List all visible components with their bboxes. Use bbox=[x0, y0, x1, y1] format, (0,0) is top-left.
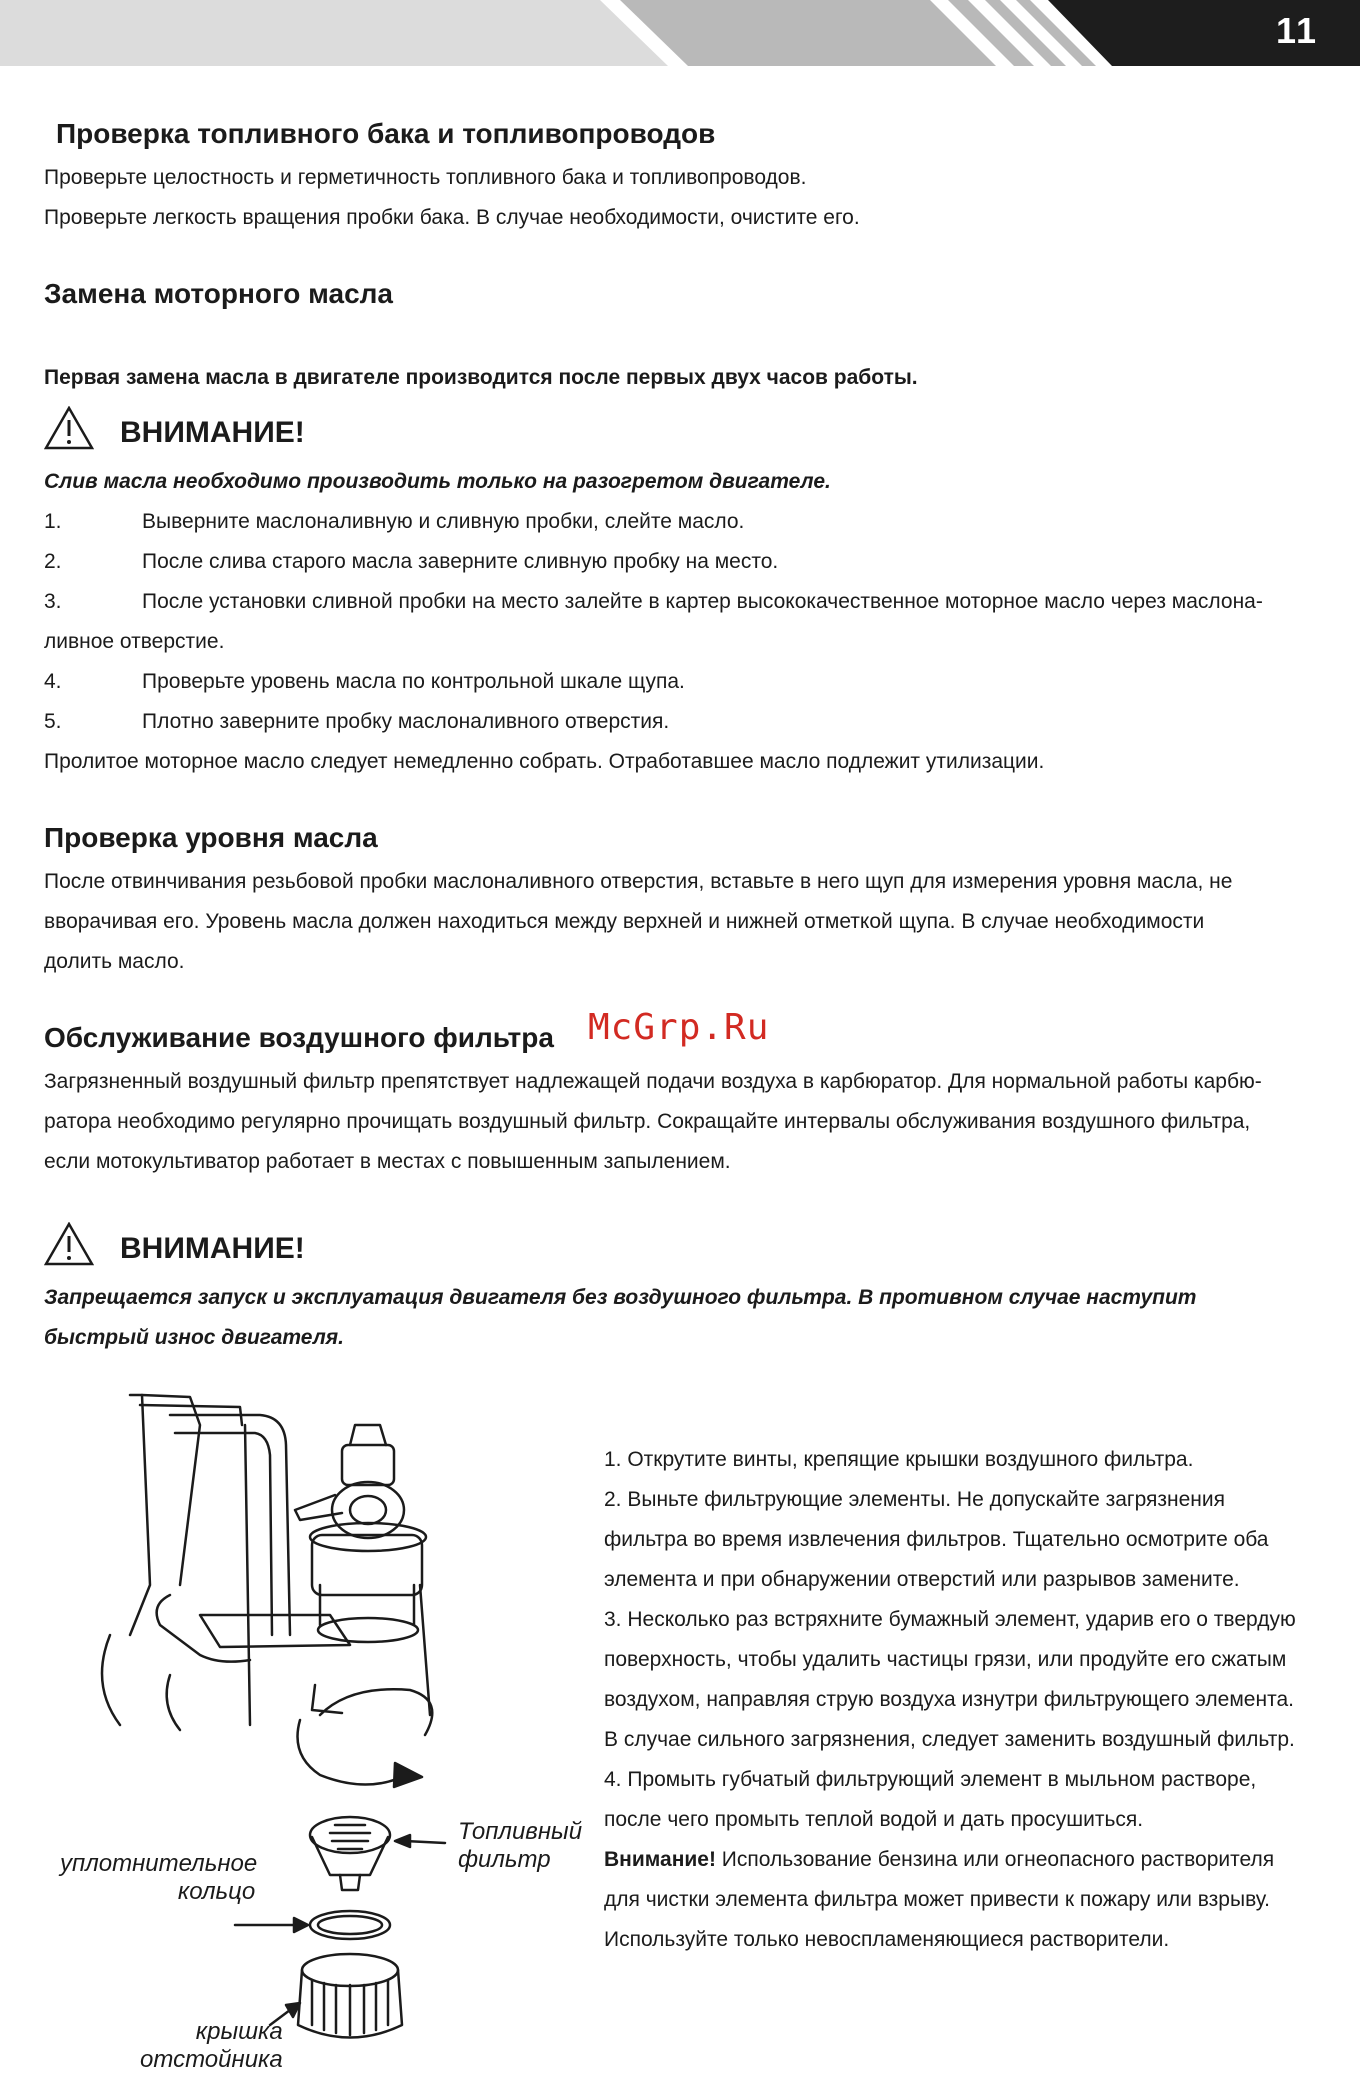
section-title-oil-level: Проверка уровня масла bbox=[44, 822, 378, 853]
list-item: элемента и при обнаружении отверстий или разрывов замените. bbox=[604, 1568, 1240, 1591]
list-item: 4. Проверьте уровень масла по контрольной шкале щупа. bbox=[44, 670, 685, 693]
oil-level-line-3: долить масло. bbox=[44, 950, 185, 973]
list-item: 1. Открутите винты, крепящие крышки воздушного фильтра. bbox=[604, 1448, 1194, 1471]
air-filter-line-3: если мотокультиватор работает в местах с повышенным запылением. bbox=[44, 1150, 731, 1173]
attention-note: Внимание! Использование бензина или огнеопасного растворителя bbox=[604, 1848, 1275, 1871]
list-item: В случае сильного загрязнения, следует заменить воздушный фильтр. bbox=[604, 1728, 1295, 1751]
list-item: 1. Выверните маслоналивную и сливную пробки, слейте масло. bbox=[44, 510, 745, 533]
list-item: воздухом, направляя струю воздуха изнутри фильтрующего элемента. bbox=[604, 1688, 1294, 1711]
warning-title: ВНИМАНИЕ! bbox=[120, 1232, 305, 1265]
attention-label: Внимание! bbox=[604, 1848, 716, 1871]
page-number: 11 bbox=[1275, 10, 1318, 51]
header-bar bbox=[0, 0, 1360, 66]
fuel-filter-diagram bbox=[50, 1385, 570, 2055]
warning-text-air-filter-2: быстрый износ двигателя. bbox=[44, 1326, 344, 1349]
list-item: 3. После установки сливной пробки на место залейте в картер высококачественное моторное масло через маслона- bbox=[44, 590, 1263, 613]
first-oil-change-note: Первая замена масла в двигателе производится после первых двух часов работы. bbox=[44, 366, 918, 389]
oil-spill-note: Пролитое моторное масло следует немедленно собрать. Отработавшее масло подлежит утилизации. bbox=[44, 750, 1045, 773]
oil-level-line-2: вворачивая его. Уровень масла должен находиться между верхней и нижней отметкой щупа. В случае необходимости bbox=[44, 910, 1205, 933]
warning-text-air-filter-1: Запрещается запуск и эксплуатация двигателя без воздушного фильтра. В противном случае наступит bbox=[44, 1286, 1197, 1309]
oil-change-steps bbox=[44, 502, 1263, 742]
warning-icon bbox=[44, 1222, 94, 1266]
warning-icon bbox=[44, 406, 94, 450]
air-filter-line-1: Загрязненный воздушный фильтр препятствует надлежащей подачи воздуха в карбюратор. Для нормальной работы карбю- bbox=[44, 1070, 1262, 1093]
label-seal-ring: уплотнительное кольцо bbox=[60, 1850, 258, 1905]
list-item: 3. Несколько раз встряхните бумажный элемент, ударив его о твердую bbox=[604, 1608, 1296, 1631]
list-item-continuation: ливное отверстие. bbox=[44, 630, 225, 653]
warning-block-oil bbox=[44, 406, 305, 450]
watermark: McGrp.Ru bbox=[588, 1007, 770, 1048]
section-title-air-filter: Обслуживание воздушного фильтра bbox=[44, 1022, 554, 1053]
tank-text-line-1: Проверьте целостность и герметичность топливного бака и топливопроводов. bbox=[44, 166, 807, 189]
air-filter-line-2: ратора необходимо регулярно прочищать воздушный фильтр. Сокращайте интервалы обслуживания воздушного фильтра, bbox=[44, 1110, 1251, 1133]
label-fuel-filter: Топливный фильтр bbox=[458, 1818, 583, 1873]
oil-level-line-1: После отвинчивания резьбовой пробки маслоналивного отверстия, вставьте в него щуп для измерения уровня масла, не bbox=[44, 870, 1233, 893]
warning-block-air-filter bbox=[44, 1222, 305, 1266]
list-item: 2. После слива старого масла заверните сливную пробку на место. bbox=[44, 550, 779, 573]
tank-text-line-2: Проверьте легкость вращения пробки бака. В случае необходимости, очистите его. bbox=[44, 206, 860, 229]
list-item: поверхность, чтобы удалить частицы грязи, или продуйте его сжатым bbox=[604, 1648, 1287, 1671]
section-title-tank: Проверка топливного бака и топливопроводов bbox=[56, 118, 716, 149]
list-item: 2. Выньте фильтрующие элементы. Не допускайте загрязнения bbox=[604, 1488, 1226, 1511]
label-bowl-cover: крышка отстойника bbox=[140, 2018, 283, 2073]
list-item: после чего промыть теплой водой и дать просушиться. bbox=[604, 1808, 1144, 1831]
warning-text-oil: Слив масла необходимо производить только на разогретом двигателе. bbox=[44, 470, 831, 493]
warning-title: ВНИМАНИЕ! bbox=[120, 416, 305, 449]
list-item: 5. Плотно заверните пробку маслоналивного отверстия. bbox=[44, 710, 670, 733]
list-item: 4. Промыть губчатый фильтрующий элемент в мыльном растворе, bbox=[604, 1768, 1257, 1791]
air-filter-steps bbox=[604, 1440, 1354, 1960]
attention-line: Используйте только невоспламеняющиеся растворители. bbox=[604, 1928, 1170, 1951]
attention-line: для чистки элемента фильтра может привести к пожару или взрыву. bbox=[604, 1888, 1270, 1911]
list-item: фильтра во время извлечения фильтров. Тщательно осмотрите оба bbox=[604, 1528, 1269, 1551]
section-title-oil-change: Замена моторного масла bbox=[44, 278, 394, 309]
